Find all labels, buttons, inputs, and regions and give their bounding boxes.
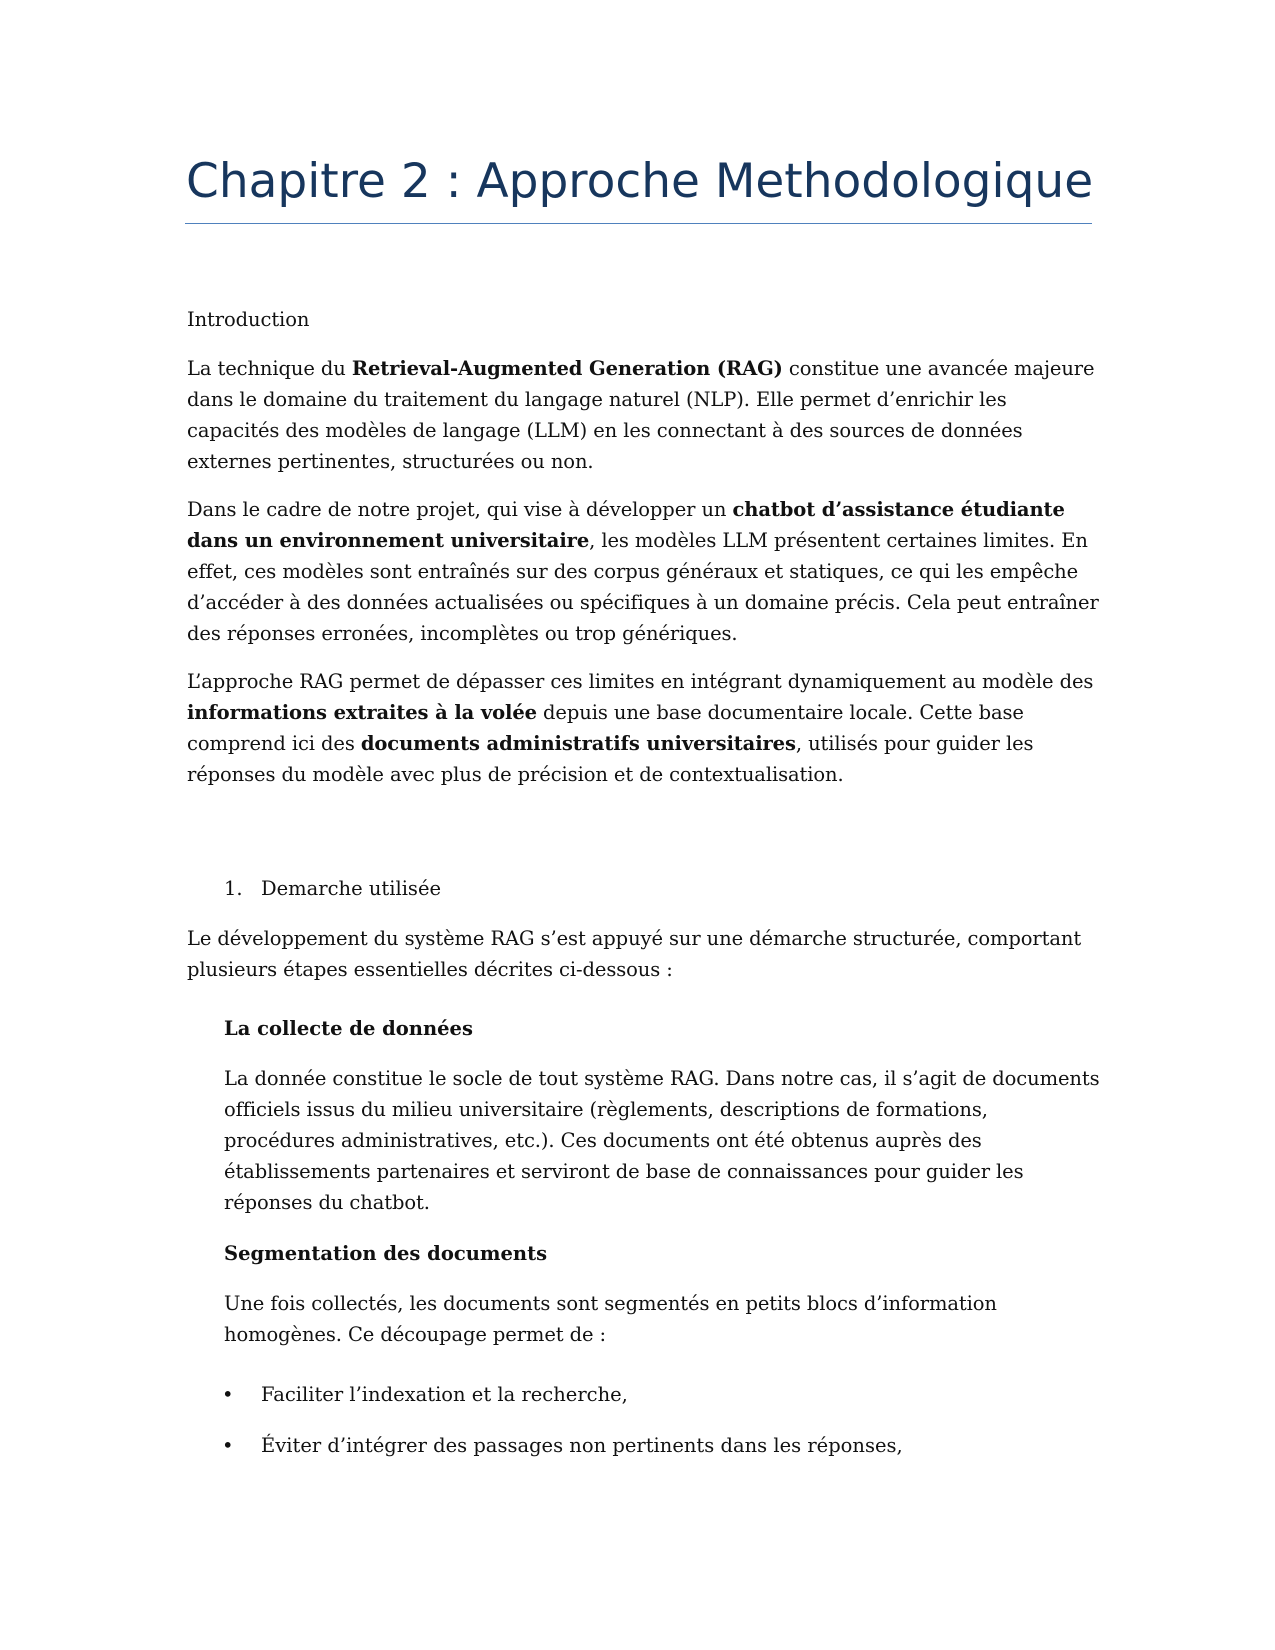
subsection-title-collecte: La collecte de données [224,1017,473,1040]
paragraph-line: établissements partenaires et serviront de base de connaissances pour guider les [224,1160,1024,1183]
section-number: 1. [224,877,243,900]
paragraph-line: réponses du modèle avec plus de précision et de contextualisation. [187,763,844,786]
paragraph-line: des réponses erronées, incomplètes ou trop génériques. [187,622,738,645]
paragraph-project-context [187,494,1097,649]
paragraph-line: Une fois collectés, les documents sont segmentés en petits blocs d’information [224,1292,997,1315]
intro-label: Introduction [187,308,310,331]
paragraph-line: comprend ici des documents administratifs universitaires, utilisés pour guider les [187,732,1034,755]
paragraph-line: La donnée constitue le socle de tout système RAG. Dans notre cas, il s’agit de documents [224,1067,1100,1090]
paragraph-line: dans un environnement universitaire, les modèles LLM présentent certaines limites. En [187,529,1088,552]
paragraph-line: dans le domaine du traitement du langage naturel (NLP). Elle permet d’enrichir les [187,388,1007,411]
paragraph-line: réponses du chatbot. [224,1191,430,1214]
subsection-title-segmentation: Segmentation des documents [224,1242,548,1265]
paragraph-line: externes pertinentes, structurées ou non. [187,450,594,473]
bullet-icon: • [222,1383,234,1406]
paragraph-line: La technique du Retrieval-Augmented Generation (RAG) constitue une avancée majeure [187,357,1095,380]
bold-term: chatbot d’assistance étudiante [732,498,1065,521]
bold-term: Retrieval-Augmented Generation (RAG) [351,357,783,380]
paragraph-line: homogènes. Ce découpage permet de : [224,1323,606,1346]
paragraph-line: L’approche RAG permet de dépasser ces limites en intégrant dynamiquement au modèle des [187,670,1094,693]
paragraph-rag-definition [187,353,1097,477]
paragraph-segmentation [224,1288,1097,1350]
paragraph-line: capacités des modèles de langage (LLM) en les connectant à des sources de données [187,419,1023,442]
title-underline [185,223,1092,224]
paragraph-demarche [187,923,1097,985]
paragraph-line: Dans le cadre de notre projet, qui vise à développer un chatbot d’assistance étudiante [187,498,1065,521]
section-label: Demarche utilisée [261,877,442,900]
bold-term: dans un environnement universitaire [187,529,590,552]
paragraph-rag-approach [187,666,1097,790]
paragraph-line: officiels issus du milieu universitaire (règlements, descriptions de formations, [224,1098,988,1121]
paragraph-line: effet, ces modèles sont entraînés sur des corpus généraux et statiques, ce qui les empêche [187,560,1079,583]
paragraph-line: Le développement du système RAG s’est appuyé sur une démarche structurée, comportant [187,927,1082,950]
document-page: Chapitre 2 : Approche Methodologique Introduction La technique du Retrieval-Augmented Generation (RAG) constitue une avancée majeure dans le domaine du traitement du langage naturel (NLP). Elle permet d’enrichir les capacités des modèles de langage (LLM) en les connectant à des sources de données externes pertinentes, structurées ou non. Dans le cadre de notre projet, qui vise à développer un chatbot d’assistance étudiante dans un environnement universitaire, les modèles LLM présentent certaines limites. En effet, ces modèles sont entraînés sur des corpus généraux et statiques, ce qui les empêche d’accéder à des données actualisées ou spécifiques à un domaine précis. Cela peut entraîner des réponses erronées, incomplètes ou trop génériques. L’approche RAG permet de dépasser ces limites en intégrant dynamiquement au modèle des informations extraites à la volée depuis une base documentaire locale. Cette base comprend ici des documents administratifs universitaires, utilisés pour guider les réponses du modèle avec plus de précision et de contextualisation. 1. Demarche utilisée Le développement du système RAG s’est appuyé sur une démarche structurée, comportant plusieurs étapes essentielles décrites ci-dessous : La collecte de données La donnée constitue le socle de tout système RAG. Dans notre cas, il s’agit de documents officiels issus du milieu universitaire (règlements, descriptions de formations, procédures administratives, etc.). Ces documents ont été obtenus auprès des établissements partenaires et serviront de base de connaissances pour guider les réponses du chatbot. Segmentation des documents Une fois collectés, les documents sont segmentés en petits blocs d’information homogènes. Ce découpage permet de : • Faciliter l’indexation et la recherche, • Éviter d’intégrer des passages non pertinents dans les réponses, [0,0,1275,1650]
paragraph-line: procédures administratives, etc.). Ces documents ont été obtenus auprès des [224,1129,982,1152]
bullet-icon: • [222,1434,234,1457]
paragraph-line: plusieurs étapes essentielles décrites ci-dessous : [187,958,673,981]
paragraph-line: informations extraites à la volée depuis une base documentaire locale. Cette base [187,701,1024,724]
paragraph-line: d’accéder à des données actualisées ou spécifiques à un domaine précis. Cela peut entraîner [187,591,1099,614]
bold-term: documents administratifs universitaires [360,732,796,755]
chapter-title: Chapitre 2 : Approche Methodologique [186,154,1094,209]
bold-term: informations extraites à la volée [187,701,537,724]
paragraph-collecte [224,1063,1100,1218]
